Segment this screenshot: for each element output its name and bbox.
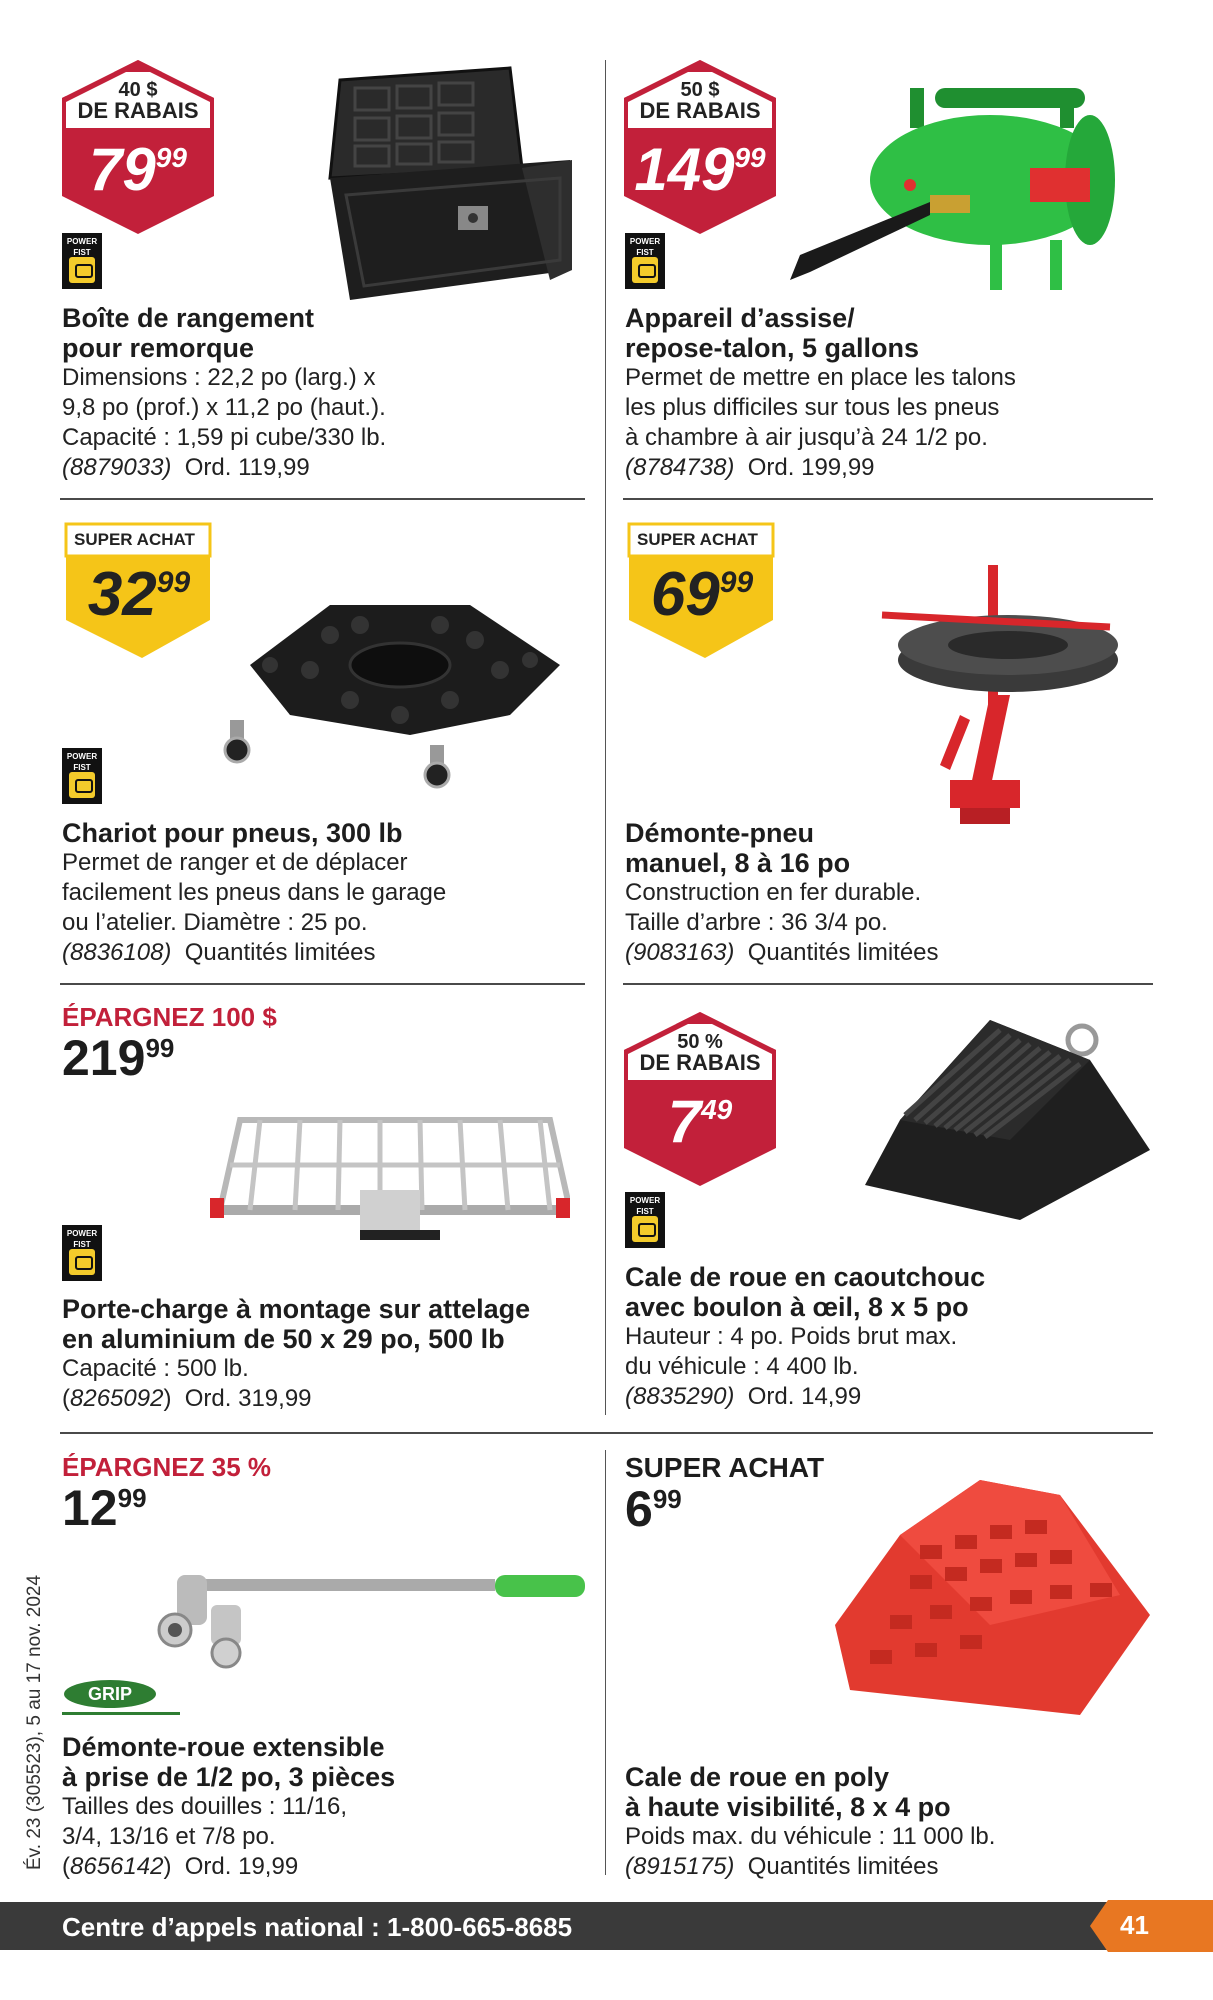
product-title: à prise de 1/2 po, 3 pièces <box>62 1762 396 1792</box>
product-description: les plus difficiles sur tous les pneus <box>625 394 1000 421</box>
product-description: Permet de mettre en place les talons <box>625 364 1016 391</box>
tire-changer-image <box>880 565 1150 840</box>
product-block <box>62 1294 602 1414</box>
price: $12^{99}$ <box>62 1480 147 1536</box>
product-block <box>625 1262 1185 1412</box>
product-block <box>625 303 1185 483</box>
super-achat-label: SUPER ACHAT <box>637 530 758 549</box>
product-title: pour remorque <box>62 333 255 363</box>
product-description: Construction en fer durable. <box>625 879 922 906</box>
tire-dolly-image <box>210 595 590 795</box>
product-description: Dimensions : 22,2 po (larg.) x <box>62 364 376 391</box>
price: $32^{99}$ <box>87 560 191 629</box>
product-block <box>625 818 1185 968</box>
price: $79^{99}$ <box>89 136 187 203</box>
footer-bar <box>0 1902 1213 1950</box>
discount-badge <box>620 1010 780 1188</box>
lug-wrench-image <box>155 1565 585 1675</box>
product-block <box>625 1762 1185 1882</box>
bead-seater-image <box>780 80 1160 300</box>
product-title: à haute visibilité, 8 x 4 po <box>625 1792 951 1822</box>
price: $7^{49}$ <box>667 1088 733 1155</box>
column-divider <box>605 60 606 1415</box>
price-block <box>62 1002 277 1086</box>
super-achat-badge <box>62 520 222 660</box>
product-title: Cale de roue en poly <box>625 1762 890 1792</box>
product-sku-line: (8835290) Ord. 14,99 <box>625 1383 862 1410</box>
product-block <box>62 818 582 968</box>
discount-label: DE RABAIS <box>77 98 199 123</box>
row-divider <box>623 983 1153 985</box>
discount-amount: 50 $ <box>680 79 720 101</box>
rubber-wheel-chock-image <box>860 1010 1160 1240</box>
product-description: Hauteur : 4 po. Poids brut max. <box>625 1323 958 1350</box>
product-description: Permet de ranger et de déplacer <box>62 849 408 876</box>
super-achat-text: SUPER ACHAT <box>625 1452 825 1483</box>
power-fist-logo: POWER FIST <box>62 233 102 289</box>
product-description: à chambre à air jusqu’à 24 1/2 po. <box>625 424 988 451</box>
discount-badge <box>58 58 218 236</box>
discount-badge <box>620 58 780 236</box>
product-description: Capacité : 500 lb. <box>62 1355 249 1382</box>
product-description: Capacité : 1,59 pi cube/330 lb. <box>62 424 387 451</box>
row-divider <box>60 1432 1153 1434</box>
svg-text:GRIP: GRIP <box>87 1684 133 1704</box>
product-description: du véhicule : 4 400 lb. <box>625 1353 859 1380</box>
product-description: facilement les pneus dans le garage <box>62 879 447 906</box>
product-description: Poids max. du véhicule : 11 000 lb. <box>625 1823 996 1850</box>
product-title: Boîte de rangement <box>62 303 315 333</box>
poly-wheel-chock-image <box>830 1475 1155 1735</box>
price: $149^{99}$ <box>634 136 766 203</box>
grip-logo <box>62 1676 180 1720</box>
product-sku-line: (8836108) Quantités limitées <box>62 939 376 966</box>
discount-label: DE RABAIS <box>639 1050 761 1075</box>
call-center-text: Centre d’appels national : 1-800-665-8685 <box>62 1912 573 1942</box>
price: $6^{99}$ <box>625 1481 682 1537</box>
discount-label: DE RABAIS <box>639 98 761 123</box>
product-title: Chariot pour pneus, 300 lb <box>62 818 403 848</box>
power-fist-logo: POWER FIST <box>62 748 102 804</box>
product-description: Taille d’arbre : 36 3/4 po. <box>625 909 888 936</box>
product-title: Appareil d’assise/ <box>625 303 855 333</box>
edition-date-text: Év. 23 (305523), 5 au 17 nov. 2024 <box>24 1574 45 1870</box>
product-sku-line: (8915175) Quantités limitées <box>625 1853 939 1880</box>
product-block <box>62 303 582 483</box>
product-title: avec boulon à œil, 8 x 5 po <box>625 1292 969 1322</box>
price: $219^{99}$ <box>62 1030 175 1086</box>
product-block <box>62 1732 602 1882</box>
product-title: Cale de roue en caoutchouc <box>625 1262 986 1292</box>
discount-amount: 40 $ <box>118 79 158 101</box>
storage-box-image <box>310 60 590 310</box>
product-title: en aluminium de 50 x 29 po, 500 lb <box>62 1324 505 1354</box>
hitch-carrier-image <box>210 1080 570 1260</box>
product-sku-line: (9083163) Quantités limitées <box>625 939 939 966</box>
power-fist-logo: POWER FIST <box>625 1192 665 1248</box>
price-block <box>625 1452 825 1537</box>
super-achat-label: SUPER ACHAT <box>74 530 195 549</box>
product-sku-line: (8879033) Ord. 119,99 <box>62 454 310 481</box>
page-number-tab <box>1090 1900 1213 1952</box>
power-fist-logo: POWER FIST <box>62 1225 102 1281</box>
savings-text: ÉPARGNEZ 100 $ <box>62 1002 277 1032</box>
product-title: Porte-charge à montage sur attelage <box>62 1294 531 1324</box>
product-description: ou l’atelier. Diamètre : 25 po. <box>62 909 368 936</box>
row-divider <box>623 498 1153 500</box>
super-achat-badge <box>625 520 785 660</box>
discount-amount: 50 % <box>677 1031 723 1053</box>
product-title: Démonte-pneu <box>625 818 814 848</box>
product-title: repose-talon, 5 gallons <box>625 333 920 363</box>
product-sku-line: (8656142) Ord. 19,99 <box>62 1853 299 1880</box>
product-sku-line: (8265092) Ord. 319,99 <box>62 1385 312 1412</box>
page-number: 41 <box>1120 1910 1149 1940</box>
product-description: 9,8 po (prof.) x 11,2 po (haut.). <box>62 394 386 421</box>
row-divider <box>60 983 585 985</box>
product-description: 3/4, 13/16 et 7/8 po. <box>62 1823 276 1850</box>
price: $69^{99}$ <box>650 560 754 629</box>
product-description: Tailles des douilles : 11/16, <box>62 1793 348 1820</box>
price-block <box>62 1452 272 1536</box>
product-title: Démonte-roue extensible <box>62 1732 385 1762</box>
power-fist-logo: POWER FIST <box>625 233 665 289</box>
product-sku-line: (8784738) Ord. 199,99 <box>625 454 875 481</box>
row-divider <box>60 498 585 500</box>
product-title: manuel, 8 à 16 po <box>625 848 851 878</box>
savings-text: ÉPARGNEZ 35 % <box>62 1452 272 1482</box>
column-divider <box>605 1450 606 1875</box>
